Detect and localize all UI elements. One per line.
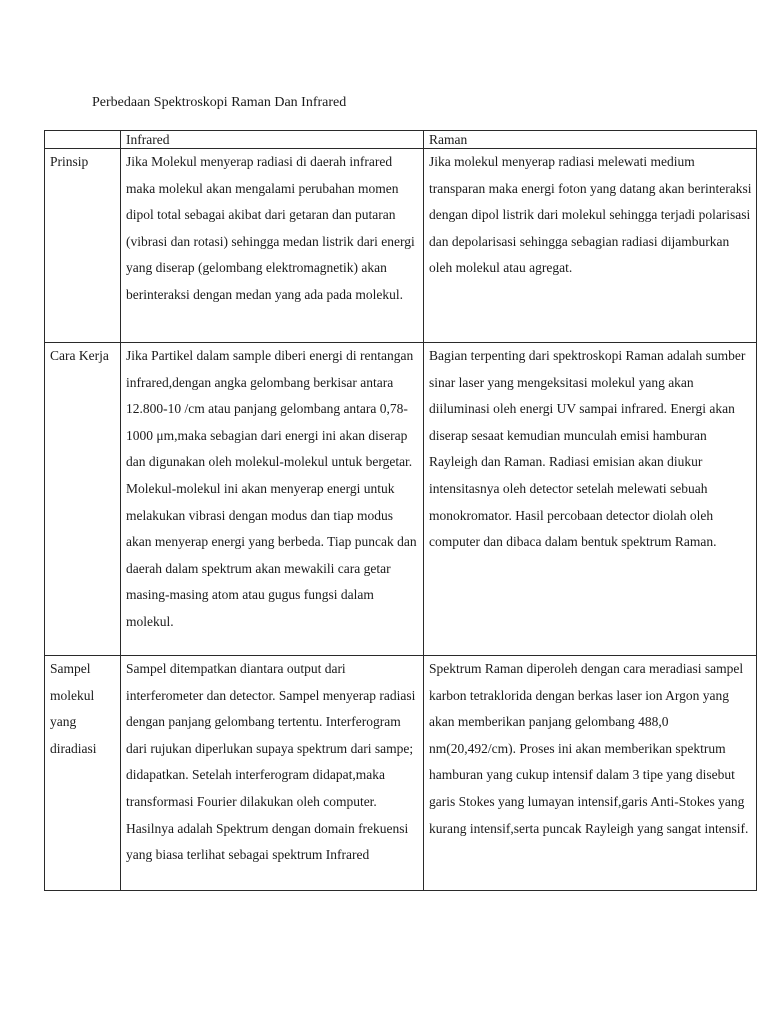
table-header-row	[45, 131, 757, 149]
cell-cara-kerja-infrared: Jika Partikel dalam sample diberi energi di rentangan infrared,dengan angka gelombang berkisar antara 12.800-10 /cm atau panjang gelombang antara 0,78-1000 μm,maka sebagian dari energi ini akan diserap dan digunakan oleh molekul-molekul untuk bergetar. Molekul-molekul ini akan menyerap energi untuk melakukan vibrasi dengan modus dan tiap modus akan menyerap energi yang berbeda. Tiap puncak dan daerah dalam spektrum akan mewakili cara getar masing-masing atom atau gugus fungsi dalam molekul.	[121, 343, 424, 656]
table-row-sampel	[45, 656, 757, 891]
row-label-cara-kerja: Cara Kerja	[45, 343, 121, 656]
cell-sampel-infrared: Sampel ditempatkan diantara output dari interferometer dan detector. Sampel menyerap radiasi dengan panjang gelombang tertentu. Interferogram dari rujukan diperlukan supaya spektrum dari sampe; didapatkan. Setelah interferogram didapat,maka transformasi Fourier dilakukan oleh computer. Hasilnya adalah Spektrum dengan domain frekuensi yang biasa terlihat sebagai spektrum Infrared	[121, 656, 424, 891]
header-cell-infrared: Infrared	[121, 131, 424, 149]
comparison-table	[44, 130, 757, 891]
header-cell-empty	[45, 131, 121, 149]
document-title: Perbedaan Spektroskopi Raman Dan Infrared	[92, 95, 347, 110]
cell-sampel-raman: Spektrum Raman diperoleh dengan cara meradiasi sampel karbon tetraklorida dengan berkas laser ion Argon yang akan memberikan panjang gelombang 488,0 nm(20,492/cm). Proses ini akan memberikan spektrum hamburan yang cukup intensif dalam 3 tipe yang disebut garis Stokes yang lumayan intensif,garis Anti-Stokes yang kurang intensif,serta puncak Rayleigh yang sangat intensif.	[424, 656, 757, 891]
row-label-sampel: Sampel molekul yang diradiasi	[45, 656, 121, 891]
cell-cara-kerja-raman: Bagian terpenting dari spektroskopi Raman adalah sumber sinar laser yang mengeksitasi molekul yang akan diiluminasi oleh energi UV sampai infrared. Energi akan diserap sesaat kemudian munculah emisi hamburan Rayleigh dan Raman. Radiasi emisian akan diukur intensitasnya oleh detector setelah melewati sebuah monokromator. Hasil percobaan detector diolah oleh computer dan dibaca dalam bentuk spektrum Raman.	[424, 343, 757, 656]
header-cell-raman: Raman	[424, 131, 757, 149]
cell-prinsip-raman: Jika molekul menyerap radiasi melewati medium transparan maka energi foton yang datang akan berinteraksi dengan dipol listrik dari molekul sehingga terjadi polarisasi dan depolarisasi sehingga sebagian radiasi dijamburkan oleh molekul atau agregat.	[424, 149, 757, 343]
table-row-prinsip	[45, 149, 757, 343]
cell-prinsip-infrared: Jika Molekul menyerap radiasi di daerah infrared maka molekul akan mengalami perubahan momen dipol total sebagai akibat dari getaran dan putaran (vibrasi dan rotasi) sehingga medan listrik dari energi yang diserap (gelombang elektromagnetik) akan berinteraksi dengan medan yang ada pada molekul.	[121, 149, 424, 343]
row-label-prinsip: Prinsip	[45, 149, 121, 343]
table-row-cara-kerja	[45, 343, 757, 656]
